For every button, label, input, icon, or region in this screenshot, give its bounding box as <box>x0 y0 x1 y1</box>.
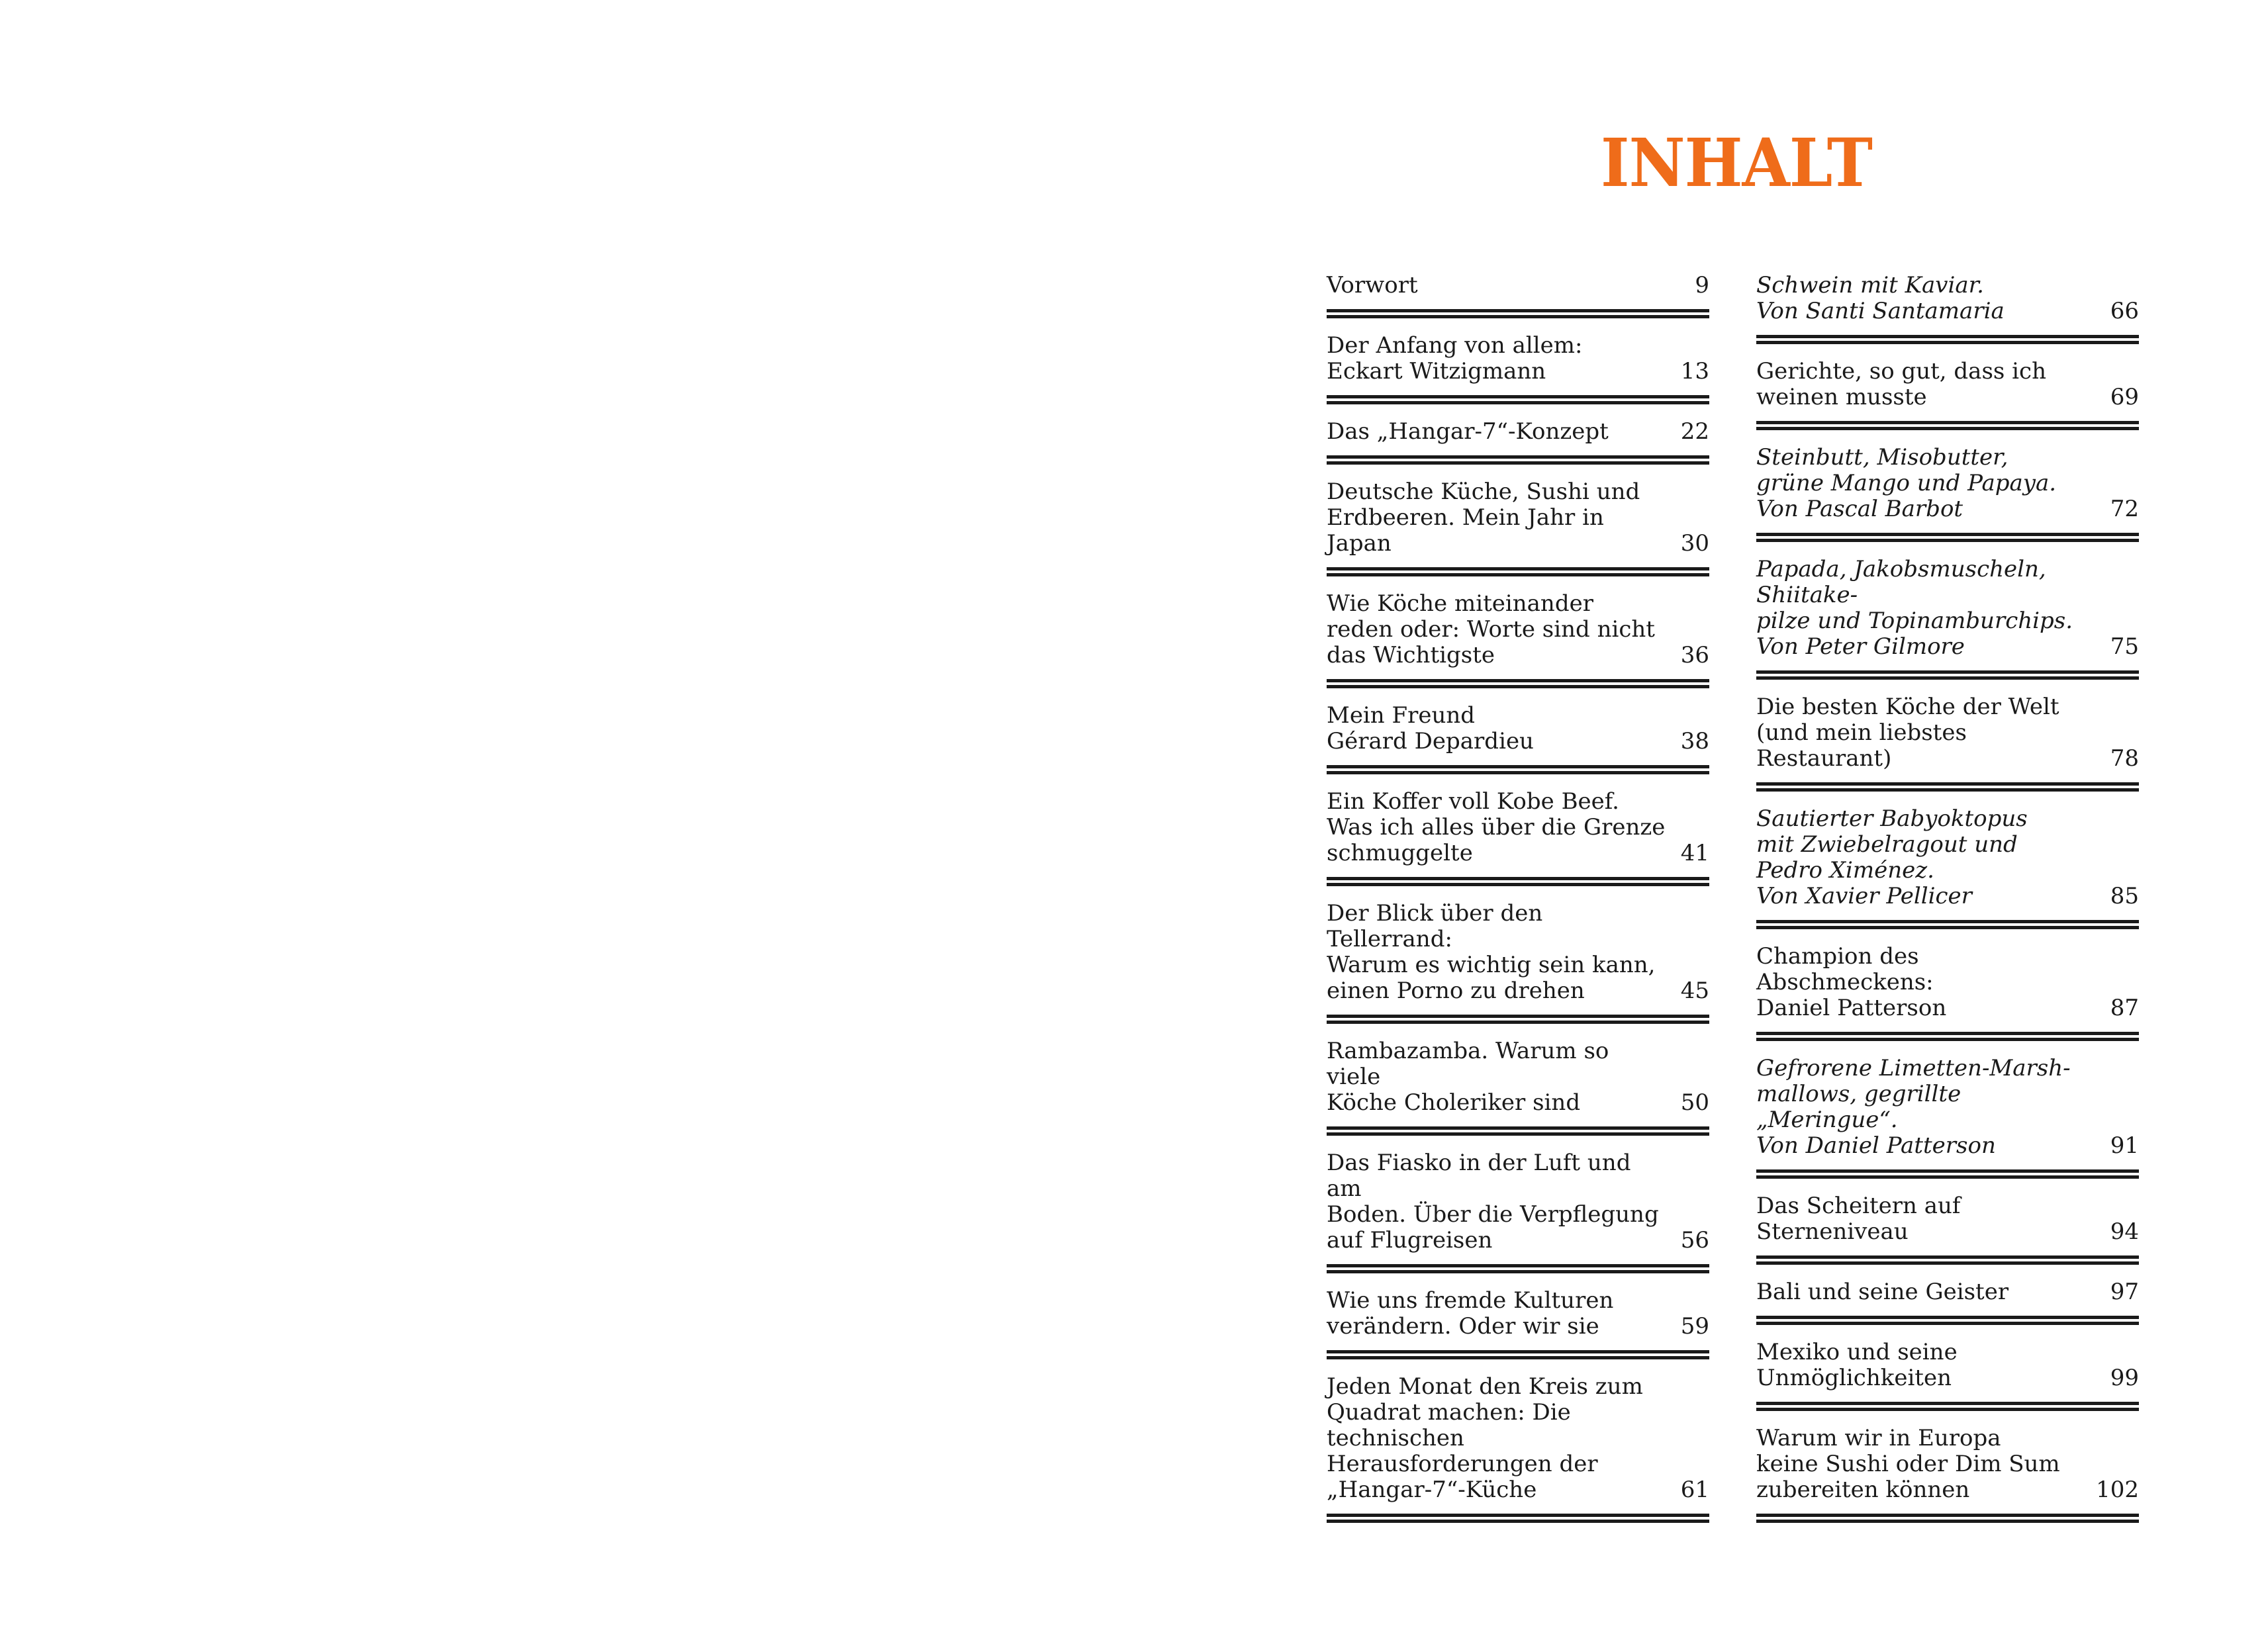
double-rule-divider <box>1327 765 1709 774</box>
toc-entry-title: Der Anfang von allem: Eckart Witzigmann <box>1327 332 1583 385</box>
page-title: INHALT <box>1601 124 1872 202</box>
toc-right-column <box>1756 273 2139 1537</box>
toc-entry-row <box>1327 1288 1709 1349</box>
double-rule-divider <box>1327 679 1709 688</box>
toc-entry-title: Warum wir in Europa keine Sushi oder Dim Sum zubereiten können <box>1756 1425 2060 1503</box>
toc-entry-title: Deutsche Küche, Sushi und Erdbeeren. Mein Jahr in Japan <box>1327 479 1640 557</box>
toc-entry-page-number: 75 <box>2110 633 2139 660</box>
toc-entry-row <box>1327 273 1709 308</box>
toc-entry-page-number: 94 <box>2110 1218 2139 1245</box>
toc-entry[interactable] <box>1756 273 2139 344</box>
double-rule-divider <box>1327 309 1709 318</box>
toc-entry-title: Wie Köche miteinander reden oder: Worte sind nicht das Wichtigste <box>1327 590 1655 668</box>
toc-entry-title: Mexiko und seine Unmöglichkeiten <box>1756 1339 1958 1391</box>
toc-entry-page-number: 85 <box>2110 883 2139 909</box>
toc-entry-page-number: 13 <box>1680 358 1709 385</box>
toc-entry[interactable] <box>1327 1038 1709 1136</box>
double-rule-divider <box>1327 1126 1709 1136</box>
toc-entry-title: Gerichte, so gut, dass ich weinen musste <box>1756 358 2046 410</box>
double-rule-divider <box>1756 1316 2139 1325</box>
toc-entry-row <box>1327 419 1709 454</box>
toc-entry[interactable] <box>1327 1374 1709 1523</box>
toc-entry[interactable] <box>1756 1426 2139 1523</box>
double-rule-divider <box>1756 1514 2139 1523</box>
toc-entry-row <box>1756 273 2139 334</box>
toc-entry-title: Ein Koffer voll Kobe Beef. Was ich alles über die Grenze schmuggelte <box>1327 788 1666 866</box>
toc-entry-row <box>1327 789 1709 876</box>
toc-entry-row <box>1756 1056 2139 1168</box>
toc-entry-page-number: 66 <box>2110 298 2139 324</box>
toc-entry-title: Schwein mit Kaviar. Von Santi Santamaria <box>1756 272 2005 324</box>
double-rule-divider <box>1327 1350 1709 1359</box>
double-rule-divider <box>1756 421 2139 430</box>
toc-entry[interactable] <box>1756 806 2139 929</box>
toc-entry-page-number: 22 <box>1680 418 1709 445</box>
toc-entry-title: Gefrorene Limetten-Marsh- mallows, gegrillte „Meringue“. Von Daniel Patterson <box>1756 1055 2071 1159</box>
toc-entry-title: Jeden Monat den Kreis zum Quadrat machen: Die technischen Herausforderungen der „Hangar-7“-Küche <box>1327 1373 1643 1503</box>
double-rule-divider <box>1756 782 2139 792</box>
toc-entry[interactable] <box>1756 694 2139 792</box>
toc-entry[interactable] <box>1756 557 2139 680</box>
toc-entry[interactable] <box>1327 479 1709 576</box>
toc-entry-row <box>1327 479 1709 566</box>
double-rule-divider <box>1756 920 2139 929</box>
toc-entry-row <box>1327 333 1709 394</box>
toc-entry-title: Vorwort <box>1327 272 1418 298</box>
toc-entry-row <box>1756 694 2139 781</box>
toc-entry-page-number: 56 <box>1680 1227 1709 1254</box>
toc-entry[interactable] <box>1327 591 1709 688</box>
toc-entry-row <box>1756 1193 2139 1254</box>
toc-entry-row <box>1756 806 2139 919</box>
toc-entry-page-number: 87 <box>2110 995 2139 1021</box>
toc-entry-title: Sautierter Babyoktopus mit Zwiebelragout und Pedro Ximénez. Von Xavier Pellicer <box>1756 805 2028 909</box>
toc-entry[interactable] <box>1327 1288 1709 1359</box>
toc-entry-row <box>1756 445 2139 531</box>
toc-entry[interactable] <box>1327 419 1709 465</box>
toc-entry-row <box>1756 359 2139 420</box>
toc-entry-page-number: 41 <box>1680 840 1709 866</box>
toc-entry-page-number: 59 <box>1680 1313 1709 1340</box>
toc-entry-page-number: 99 <box>2110 1365 2139 1391</box>
toc-entry-title: Das „Hangar-7“-Konzept <box>1327 418 1609 445</box>
toc-entry-row <box>1756 1340 2139 1400</box>
toc-entry-page-number: 61 <box>1680 1477 1709 1503</box>
toc-entry[interactable] <box>1756 1279 2139 1325</box>
toc-entry-row <box>1327 1150 1709 1263</box>
toc-entry[interactable] <box>1756 1340 2139 1411</box>
toc-entry-row <box>1756 1426 2139 1512</box>
double-rule-divider <box>1327 455 1709 465</box>
double-rule-divider <box>1327 1514 1709 1523</box>
toc-entry-title: Der Blick über den Tellerrand: Warum es wichtig sein kann, einen Porno zu drehen <box>1327 900 1656 1004</box>
toc-entry[interactable] <box>1756 1193 2139 1265</box>
toc-entry[interactable] <box>1756 944 2139 1041</box>
toc-entry-row <box>1327 703 1709 764</box>
toc-entry-row <box>1327 1374 1709 1512</box>
toc-entry-title: Papada, Jakobsmuscheln, Shiitake- pilze und Topinamburchips. Von Peter Gilmore <box>1756 556 2073 660</box>
toc-entry-page-number: 30 <box>1680 530 1709 557</box>
toc-left-column <box>1327 273 1709 1537</box>
toc-entry-row <box>1327 591 1709 678</box>
toc-entry[interactable] <box>1327 1150 1709 1273</box>
toc-entry-page-number: 50 <box>1680 1089 1709 1116</box>
double-rule-divider <box>1756 335 2139 344</box>
toc-entry-page-number: 91 <box>2110 1132 2139 1159</box>
double-rule-divider <box>1327 1015 1709 1024</box>
toc-entry-page-number: 69 <box>2110 384 2139 410</box>
toc-entry-row <box>1756 1279 2139 1314</box>
double-rule-divider <box>1756 1169 2139 1179</box>
double-rule-divider <box>1756 1032 2139 1041</box>
toc-entry-title: Die besten Köche der Welt (und mein liebstes Restaurant) <box>1756 694 2059 772</box>
toc-entry[interactable] <box>1327 333 1709 404</box>
toc-entry-title: Das Scheitern auf Sterneniveau <box>1756 1193 1961 1245</box>
toc-entry[interactable] <box>1756 445 2139 542</box>
toc-entry-title: Mein Freund Gérard Depardieu <box>1327 702 1534 754</box>
toc-entry-title: Champion des Abschmeckens: Daniel Patterson <box>1756 943 1947 1021</box>
double-rule-divider <box>1327 567 1709 576</box>
double-rule-divider <box>1756 670 2139 680</box>
toc-entry[interactable] <box>1327 703 1709 774</box>
toc-entry[interactable] <box>1327 273 1709 318</box>
toc-entry-row <box>1756 557 2139 669</box>
toc-entry-row <box>1756 944 2139 1030</box>
toc-entry[interactable] <box>1756 1056 2139 1179</box>
double-rule-divider <box>1756 1402 2139 1411</box>
toc-entry[interactable] <box>1327 789 1709 886</box>
toc-entry-title: Bali und seine Geister <box>1756 1279 2009 1305</box>
double-rule-divider <box>1756 1255 2139 1265</box>
double-rule-divider <box>1327 395 1709 404</box>
toc-entry-page-number: 78 <box>2110 745 2139 772</box>
toc-entry-title: Rambazamba. Warum so viele Köche Choleriker sind <box>1327 1038 1609 1116</box>
toc-entry-page-number: 9 <box>1695 272 1709 298</box>
toc-entry[interactable] <box>1756 359 2139 430</box>
toc-entry-page-number: 36 <box>1680 642 1709 668</box>
double-rule-divider <box>1327 1264 1709 1273</box>
double-rule-divider <box>1756 533 2139 542</box>
toc-entry-title: Wie uns fremde Kulturen verändern. Oder wir sie <box>1327 1287 1614 1340</box>
toc-entry-page-number: 45 <box>1680 978 1709 1004</box>
toc-entry-row <box>1327 1038 1709 1125</box>
toc-entry-page-number: 38 <box>1680 728 1709 754</box>
toc-entry-title: Das Fiasko in der Luft und am Boden. Über die Verpflegung auf Flugreisen <box>1327 1150 1659 1254</box>
toc-entry-row <box>1327 901 1709 1013</box>
toc-entry[interactable] <box>1327 901 1709 1024</box>
toc-entry-page-number: 97 <box>2110 1279 2139 1305</box>
toc-entry-page-number: 72 <box>2110 496 2139 522</box>
double-rule-divider <box>1327 877 1709 886</box>
toc-entry-page-number: 102 <box>2096 1477 2139 1503</box>
toc-entry-title: Steinbutt, Misobutter, grüne Mango und Papaya. Von Pascal Barbot <box>1756 444 2057 522</box>
